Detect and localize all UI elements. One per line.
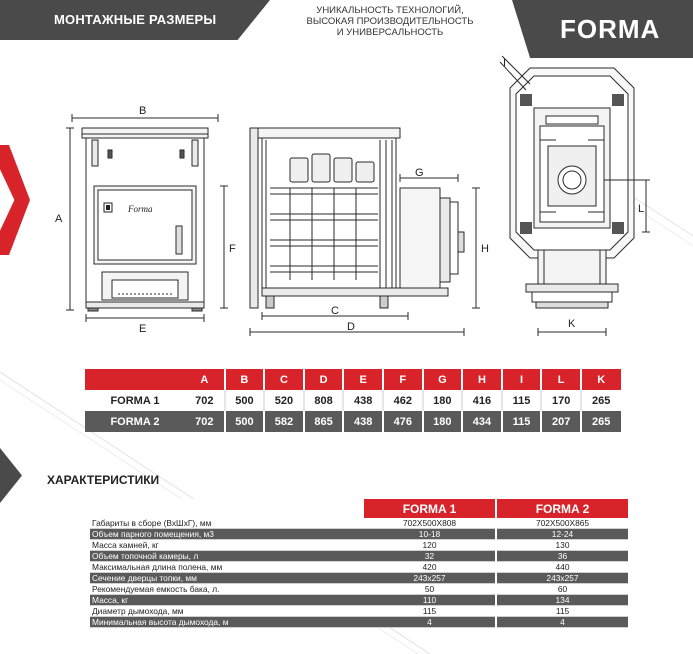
dim-cell: 476	[383, 411, 423, 432]
characteristics-header-row	[90, 499, 628, 518]
dim-row-model: FORMA 1	[85, 390, 185, 411]
dim-label-b: B	[139, 105, 147, 117]
characteristic-name: Диаметр дымохода, мм	[90, 606, 364, 617]
dim-label-i: I	[503, 57, 507, 69]
dim-label-a: A	[55, 213, 63, 225]
dim-cell: 702	[185, 390, 225, 411]
char-col-forma-1: FORMA 1	[364, 499, 496, 518]
characteristic-value-forma-2: 440	[496, 562, 628, 573]
characteristic-name: Объем топочной камеры, л	[90, 551, 364, 562]
characteristic-value-forma-1: 4	[364, 617, 496, 628]
characteristic-value-forma-1: 420	[364, 562, 496, 573]
characteristics-row	[90, 562, 628, 573]
front-view	[66, 114, 228, 322]
characteristic-value-forma-1: 115	[364, 606, 496, 617]
dim-label-d: D	[347, 321, 355, 333]
dim-cell: 582	[264, 411, 304, 432]
dim-cell: 207	[541, 411, 581, 432]
dim-cell: 180	[423, 390, 463, 411]
dim-cell: 865	[304, 411, 344, 432]
characteristic-value-forma-1: 10-18	[364, 529, 496, 540]
characteristic-value-forma-2: 134	[496, 595, 628, 606]
characteristics-row	[90, 529, 628, 540]
dim-cell: 265	[581, 390, 621, 411]
characteristics-row	[90, 606, 628, 617]
characteristic-value-forma-1: 702X500X808	[364, 518, 496, 529]
dim-cell: 416	[462, 390, 502, 411]
characteristics-header-corner	[90, 499, 364, 518]
tagline-line-3: И УНИВЕРСАЛЬНОСТЬ	[336, 27, 444, 38]
dim-cell: 500	[225, 411, 265, 432]
dim-cell: 115	[502, 411, 542, 432]
characteristics-title: ХАРАКТЕРИСТИКИ	[47, 473, 160, 487]
dim-col-d: D	[304, 369, 344, 390]
dim-label-k: K	[568, 318, 576, 330]
dim-cell: 170	[541, 390, 581, 411]
dim-col-k: K	[581, 369, 621, 390]
dimensions-row-forma-1	[85, 390, 621, 411]
dim-label-h: H	[481, 243, 489, 255]
dim-label-c: C	[331, 305, 339, 317]
dimensions-row-forma-2	[85, 411, 621, 432]
tagline-line-2: ВЫСОКАЯ ПРОИЗВОДИТЕЛЬНОСТЬ	[306, 16, 474, 27]
characteristic-name: Габариты в сборе (ВхШхГ), мм	[90, 518, 364, 529]
dim-col-h: H	[462, 369, 502, 390]
dim-cell: 462	[383, 390, 423, 411]
dim-cell: 808	[304, 390, 344, 411]
dim-cell: 180	[423, 411, 463, 432]
dim-label-l: L	[638, 203, 645, 215]
dim-row-model: FORMA 2	[85, 411, 185, 432]
brand-title: FORMA	[560, 14, 661, 44]
characteristics-row	[90, 551, 628, 562]
dim-cell: 438	[343, 411, 383, 432]
dim-cell: 438	[343, 390, 383, 411]
door-brand-logo: Forma	[128, 204, 153, 214]
dim-cell: 434	[462, 411, 502, 432]
characteristic-name: Объем парного помещения, м3	[90, 529, 364, 540]
characteristic-value-forma-2: 702X500X865	[496, 518, 628, 529]
dim-col-g: G	[423, 369, 463, 390]
characteristic-value-forma-2: 36	[496, 551, 628, 562]
dim-col-a: A	[185, 369, 225, 390]
characteristic-value-forma-2: 12-24	[496, 529, 628, 540]
dim-col-i: I	[502, 369, 542, 390]
dim-col-b: B	[225, 369, 265, 390]
dimensions-header-corner	[85, 369, 185, 390]
dim-col-c: C	[264, 369, 304, 390]
characteristics-row	[90, 584, 628, 595]
characteristics-row	[90, 518, 628, 529]
characteristics-row	[90, 573, 628, 584]
dim-cell: 520	[264, 390, 304, 411]
dim-cell: 265	[581, 411, 621, 432]
section-title: МОНТАЖНЫЕ РАЗМЕРЫ	[54, 12, 217, 27]
characteristic-value-forma-2: 243x257	[496, 573, 628, 584]
tagline-line-1: УНИКАЛЬНОСТЬ ТЕХНОЛОГИЙ,	[316, 5, 464, 16]
dim-cell: 500	[225, 390, 265, 411]
characteristic-value-forma-1: 50	[364, 584, 496, 595]
dim-label-e: E	[139, 323, 147, 335]
characteristics-body	[90, 518, 628, 628]
dim-col-f: F	[383, 369, 423, 390]
characteristic-name: Рекомендуемая емкость бака, л.	[90, 584, 364, 595]
side-view	[250, 128, 480, 336]
dimensions-header-row	[85, 369, 621, 390]
dim-cell: 702	[185, 411, 225, 432]
characteristic-value-forma-2: 60	[496, 584, 628, 595]
dim-col-l: L	[541, 369, 581, 390]
characteristic-name: Масса, кг	[90, 595, 364, 606]
dim-label-g: G	[415, 167, 424, 179]
characteristic-value-forma-2: 4	[496, 617, 628, 628]
dim-cell: 115	[502, 390, 542, 411]
characteristic-value-forma-1: 120	[364, 540, 496, 551]
characteristic-name: Минимальная высота дымохода, м	[90, 617, 364, 628]
characteristic-name: Максимальная длина полена, мм	[90, 562, 364, 573]
characteristic-value-forma-2: 115	[496, 606, 628, 617]
rear-view	[500, 56, 650, 336]
characteristics-row	[90, 617, 628, 628]
char-col-forma-2: FORMA 2	[496, 499, 628, 518]
characteristic-name: Сечение дверцы топки, мм	[90, 573, 364, 584]
characteristics-table	[90, 499, 628, 628]
characteristic-value-forma-1: 243x257	[364, 573, 496, 584]
characteristics-row	[90, 595, 628, 606]
characteristic-name: Масса камней, кг	[90, 540, 364, 551]
characteristic-value-forma-1: 32	[364, 551, 496, 562]
characteristic-value-forma-1: 110	[364, 595, 496, 606]
dimensions-table	[85, 369, 621, 432]
dim-col-e: E	[343, 369, 383, 390]
characteristics-row	[90, 540, 628, 551]
characteristic-value-forma-2: 130	[496, 540, 628, 551]
dim-label-f: F	[229, 243, 236, 255]
